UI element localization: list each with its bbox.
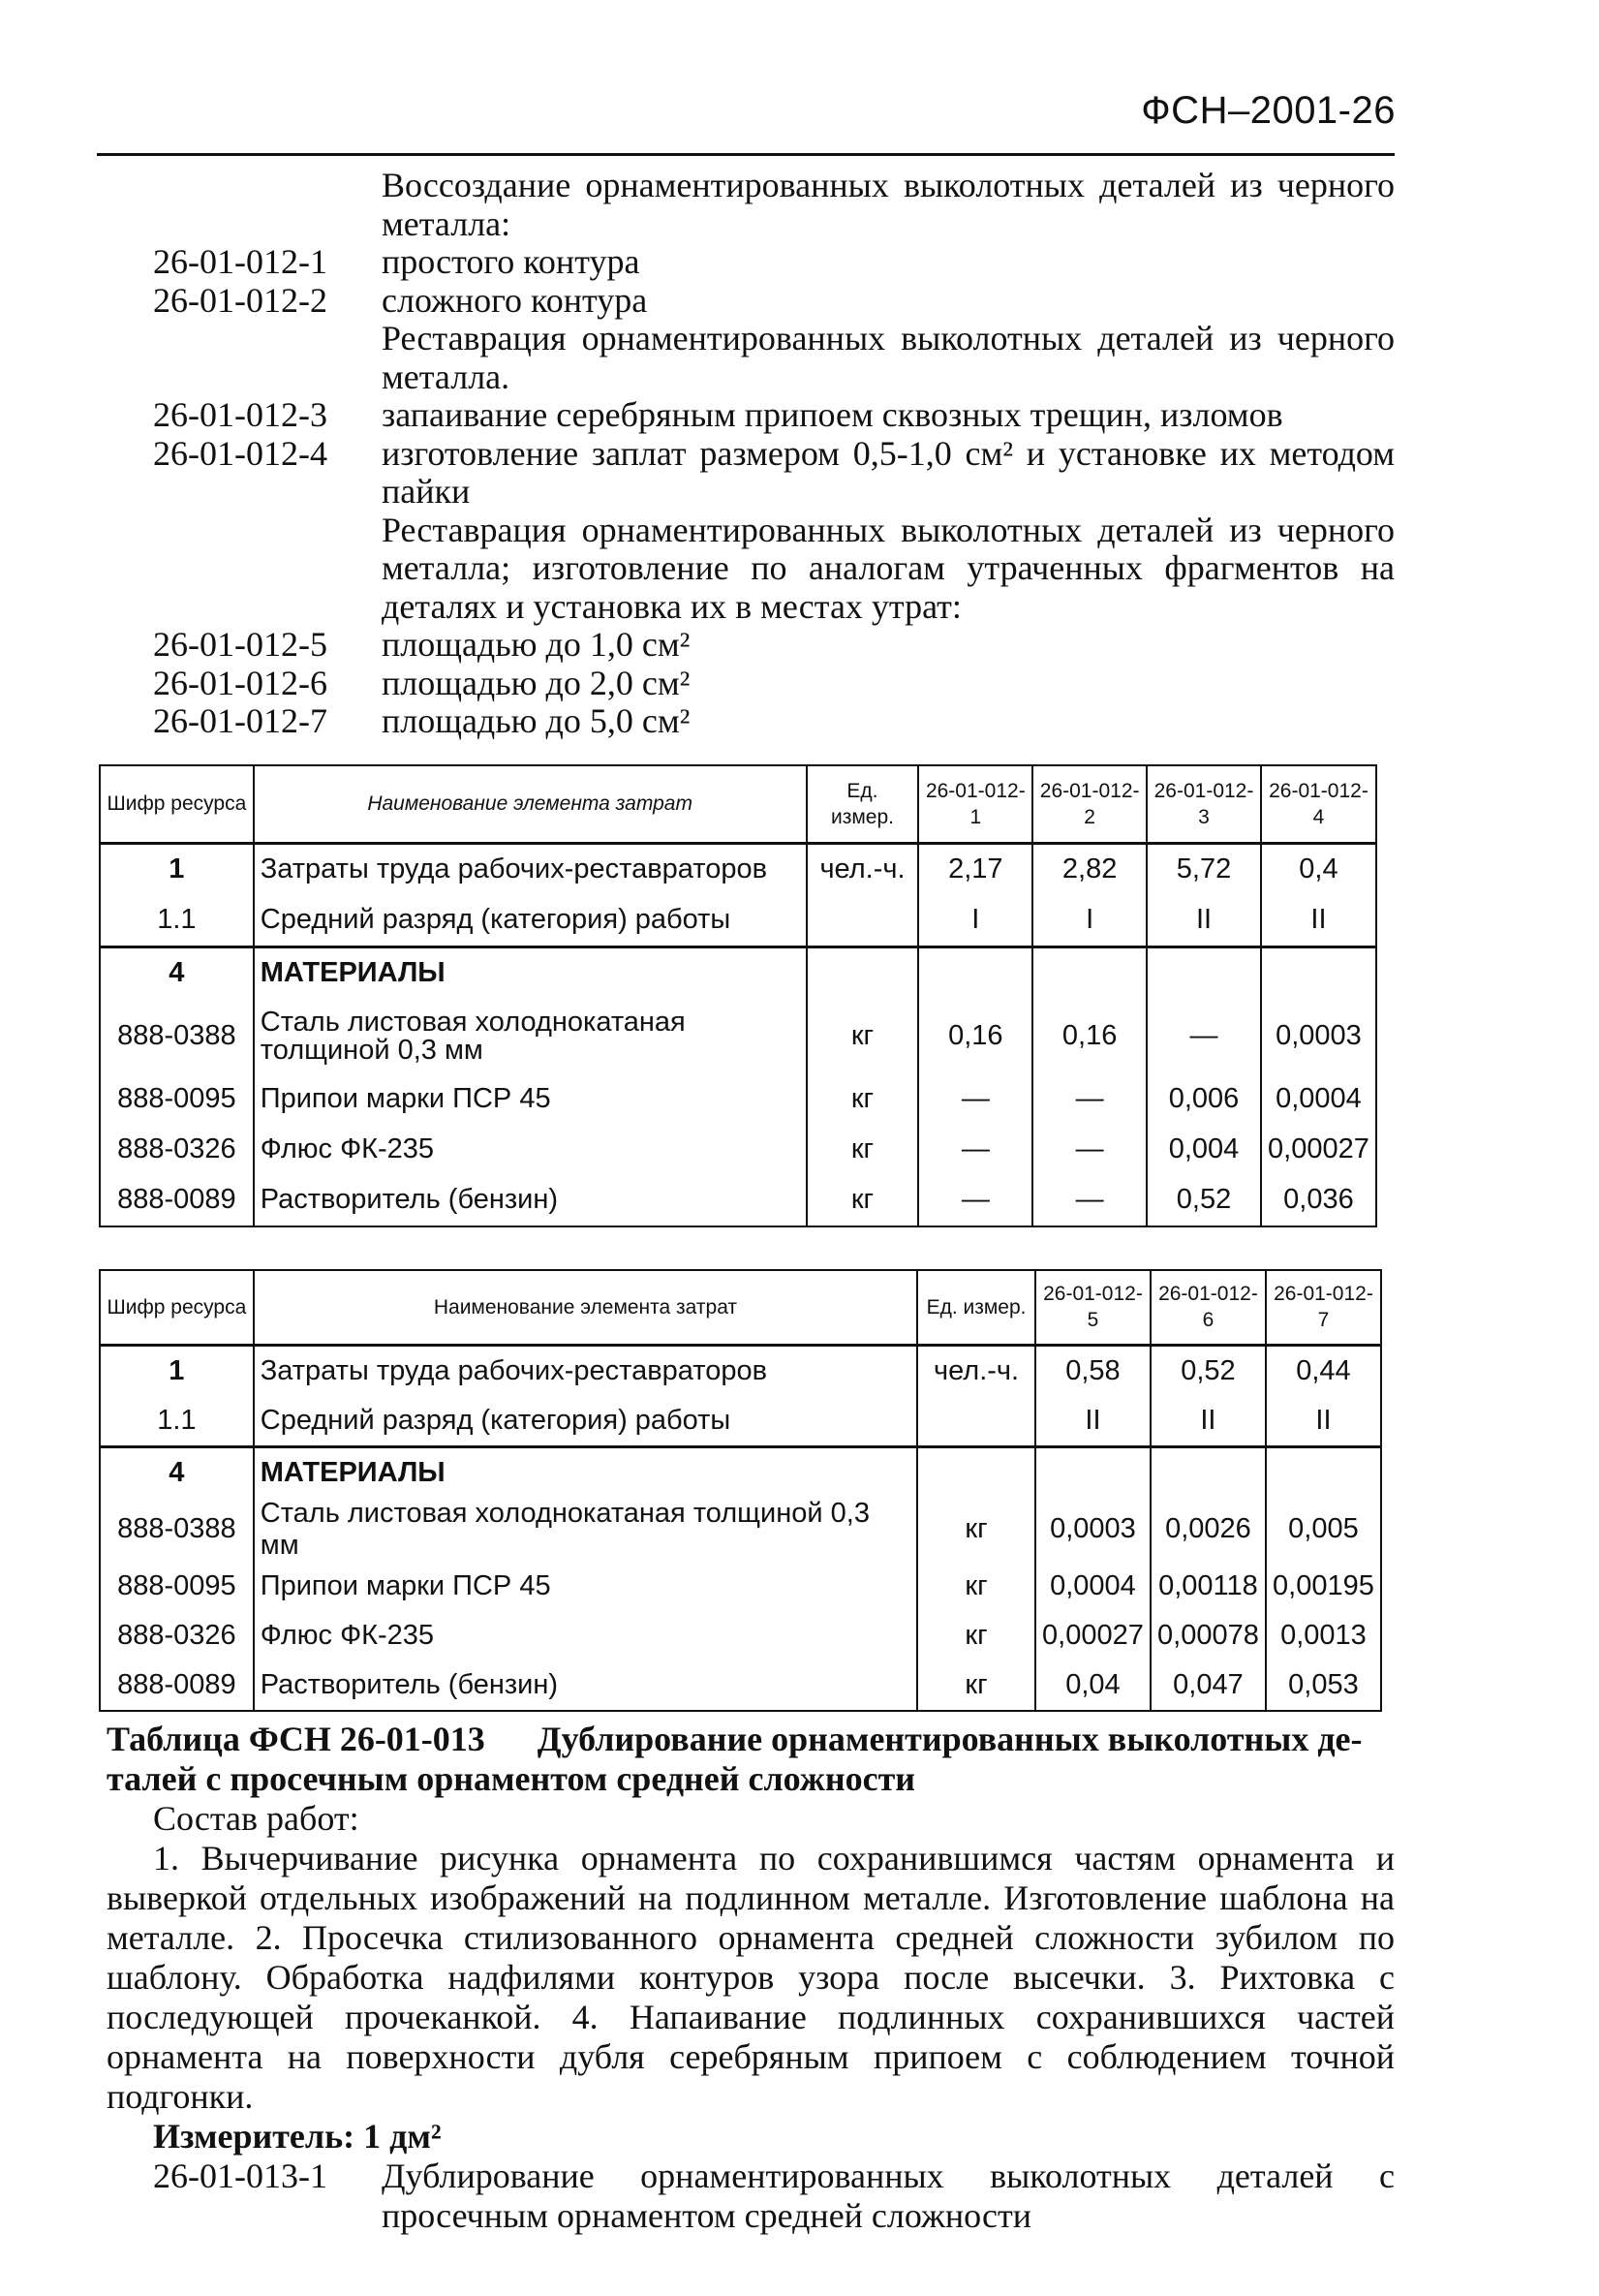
col-header-norm: 26-01-012-1 bbox=[918, 765, 1032, 843]
cell: 0,0003 bbox=[1261, 999, 1376, 1074]
entry-code: 26-01-012-7 bbox=[153, 701, 327, 740]
cell: Средний разряд (категория) работы bbox=[254, 1396, 917, 1447]
cell: кг bbox=[807, 1074, 919, 1125]
cell: МАТЕРИАЛЫ bbox=[254, 1446, 917, 1498]
cell: 0,00027 bbox=[1035, 1611, 1151, 1660]
cell: — bbox=[1032, 1125, 1147, 1175]
entry-row bbox=[153, 665, 1395, 703]
resource-table-1 bbox=[99, 764, 1377, 1227]
final-entry bbox=[107, 2156, 1395, 2236]
entry-text: изготовление заплат размером 0,5-1,0 см² и установке их методом пайки bbox=[382, 433, 1395, 511]
cell: 0,00118 bbox=[1151, 1562, 1266, 1611]
entry-text: сложного контура bbox=[382, 280, 648, 320]
cell: 0,005 bbox=[1266, 1498, 1381, 1562]
cell: 0,0013 bbox=[1266, 1611, 1381, 1660]
entry-code: 26-01-012-3 bbox=[153, 395, 327, 434]
cell: II bbox=[1035, 1396, 1151, 1447]
col-header-unit: Ед. измер. bbox=[917, 1270, 1035, 1345]
section-title-line-1: Дублирование орнаментированных выколотных де- bbox=[537, 1720, 1363, 1758]
section-title bbox=[107, 1720, 1395, 1759]
cell: — bbox=[1032, 1175, 1147, 1226]
header-rule bbox=[97, 153, 1395, 156]
cell: 0,036 bbox=[1261, 1175, 1376, 1226]
cell: II bbox=[1261, 895, 1376, 947]
table-row bbox=[100, 1175, 1376, 1226]
cell bbox=[918, 946, 1032, 999]
table-row bbox=[100, 895, 1376, 947]
section-title-line-2: талей с просечным орнаментом средней сложности bbox=[107, 1759, 916, 1798]
cell: кг bbox=[807, 1175, 919, 1226]
entry-row bbox=[153, 435, 1395, 512]
cell: 0,4 bbox=[1261, 843, 1376, 895]
entry-text: Реставрация орнаментированных выколотных деталей из черного металла. bbox=[382, 319, 1395, 396]
table-row bbox=[100, 1074, 1376, 1125]
cell: I bbox=[918, 895, 1032, 947]
col-header-cost-name: Наименование элемента затрат bbox=[254, 765, 807, 843]
entry-row bbox=[153, 702, 1395, 741]
cell: Затраты труда рабочих-реставраторов bbox=[254, 1345, 917, 1396]
cell: 0,0004 bbox=[1035, 1562, 1151, 1611]
entry-text: простого контура bbox=[382, 242, 640, 281]
table-row bbox=[100, 1396, 1381, 1447]
cell: 1 bbox=[100, 1345, 254, 1396]
entry-text: площадью до 5,0 см² bbox=[382, 701, 691, 740]
cell: кг bbox=[917, 1498, 1035, 1562]
cell: 2,82 bbox=[1032, 843, 1147, 895]
cell bbox=[1035, 1446, 1151, 1498]
cell: 888-0326 bbox=[100, 1611, 254, 1660]
cell: II bbox=[1266, 1396, 1381, 1447]
cell bbox=[1266, 1446, 1381, 1498]
entry-row bbox=[153, 396, 1395, 435]
cell: Припои марки ПСР 45 bbox=[254, 1562, 917, 1611]
entry-code bbox=[153, 320, 382, 396]
cell: — bbox=[1032, 1074, 1147, 1125]
table-row bbox=[100, 1446, 1381, 1498]
cell bbox=[1261, 946, 1376, 999]
entry-text: Дублирование орнаментированных выколотных деталей с просечным орнаментом средней сложности bbox=[382, 2156, 1395, 2235]
cell: 0,16 bbox=[1032, 999, 1147, 1074]
cell bbox=[1151, 1446, 1266, 1498]
entry-row bbox=[153, 282, 1395, 321]
cell: 888-0388 bbox=[100, 999, 254, 1074]
cell: кг bbox=[917, 1562, 1035, 1611]
entry-code bbox=[153, 167, 382, 243]
cell: 888-0388 bbox=[100, 1498, 254, 1562]
entry-text: Воссоздание орнаментированных выколотных деталей из черного металла: bbox=[382, 166, 1395, 243]
measure-unit: Измеритель: 1 дм² bbox=[153, 2117, 442, 2156]
table-row bbox=[100, 946, 1376, 999]
cell: — bbox=[918, 1074, 1032, 1125]
entry-code: 26-01-012-1 bbox=[153, 242, 327, 281]
col-header-norm: 26-01-012-4 bbox=[1261, 765, 1376, 843]
cell: 0,44 bbox=[1266, 1345, 1381, 1396]
cell: 888-0095 bbox=[100, 1074, 254, 1125]
cell: 0,006 bbox=[1147, 1074, 1261, 1125]
cell: 2,17 bbox=[918, 843, 1032, 895]
entry-row bbox=[153, 512, 1395, 627]
cell: II bbox=[1147, 895, 1261, 947]
section-26-01-013 bbox=[107, 1720, 1395, 2236]
cell: 0,52 bbox=[1147, 1175, 1261, 1226]
cell: 4 bbox=[100, 946, 254, 999]
cell: — bbox=[1147, 999, 1261, 1074]
cell: 0,0026 bbox=[1151, 1498, 1266, 1562]
col-header-norm: 26-01-012-2 bbox=[1032, 765, 1147, 843]
cell: 1.1 bbox=[100, 1396, 254, 1447]
cell: 0,053 bbox=[1266, 1660, 1381, 1711]
table-row bbox=[100, 1562, 1381, 1611]
cell: 888-0326 bbox=[100, 1125, 254, 1175]
cell: Флюс ФК-235 bbox=[254, 1611, 917, 1660]
cell: 0,00078 bbox=[1151, 1611, 1266, 1660]
entry-code: 26-01-012-6 bbox=[153, 663, 327, 702]
cell: 5,72 bbox=[1147, 843, 1261, 895]
cell: 0,00195 bbox=[1266, 1562, 1381, 1611]
cell: чел.-ч. bbox=[807, 843, 919, 895]
table-row bbox=[100, 1660, 1381, 1711]
cell: кг bbox=[807, 999, 919, 1074]
cell: чел.-ч. bbox=[917, 1345, 1035, 1396]
cell bbox=[1147, 946, 1261, 999]
entry-code: 26-01-012-2 bbox=[153, 280, 327, 320]
entry-row bbox=[153, 320, 1395, 396]
entry-text: площадью до 1,0 см² bbox=[382, 625, 691, 664]
cell: Средний разряд (категория) работы bbox=[254, 895, 807, 947]
table-row bbox=[100, 1498, 1381, 1562]
cell: 888-0089 bbox=[100, 1175, 254, 1226]
cell bbox=[917, 1446, 1035, 1498]
cell: Флюс ФК-235 bbox=[254, 1125, 807, 1175]
cell: 0,047 bbox=[1151, 1660, 1266, 1711]
entry-text: Реставрация орнаментированных выколотных деталей из черного металла; изготовление по аналогам утраченных фрагментов на деталях и установка их в местах утрат: bbox=[382, 510, 1395, 626]
cell bbox=[807, 946, 919, 999]
price-entries bbox=[153, 167, 1395, 741]
cell: I bbox=[1032, 895, 1147, 947]
cell: 0,0003 bbox=[1035, 1498, 1151, 1562]
cell: Растворитель (бензин) bbox=[254, 1660, 917, 1711]
cell bbox=[1032, 946, 1147, 999]
cell: — bbox=[918, 1175, 1032, 1226]
cell: Затраты труда рабочих-реставраторов bbox=[254, 843, 807, 895]
cell: 0,58 bbox=[1035, 1345, 1151, 1396]
cell bbox=[917, 1396, 1035, 1447]
col-header-resource-code: Шифр ресурса bbox=[100, 765, 254, 843]
col-header-resource-code: Шифр ресурса bbox=[100, 1270, 254, 1345]
cell: — bbox=[918, 1125, 1032, 1175]
col-header-norm: 26-01-012-6 bbox=[1151, 1270, 1266, 1345]
section-number: Таблица ФСН 26-01-013 bbox=[107, 1720, 485, 1758]
table-row bbox=[100, 1345, 1381, 1396]
cell: 888-0095 bbox=[100, 1562, 254, 1611]
cell: Сталь листовая холоднокатаная толщиной 0,3 мм bbox=[254, 999, 807, 1074]
cell: Сталь листовая холоднокатаная толщиной 0,3 мм bbox=[254, 1498, 917, 1562]
cell: МАТЕРИАЛЫ bbox=[254, 946, 807, 999]
entry-code: 26-01-013-1 bbox=[153, 2156, 327, 2195]
cell: 888-0089 bbox=[100, 1660, 254, 1711]
entry-code: 26-01-012-5 bbox=[153, 625, 327, 664]
document-code-header: ФСН–2001-26 bbox=[1141, 89, 1396, 132]
col-header-norm: 26-01-012-7 bbox=[1266, 1270, 1381, 1345]
entry-code bbox=[153, 512, 382, 627]
table-row bbox=[100, 1611, 1381, 1660]
entry-code: 26-01-012-4 bbox=[153, 433, 327, 473]
cell: Растворитель (бензин) bbox=[254, 1175, 807, 1226]
cell: 0,04 bbox=[1035, 1660, 1151, 1711]
cell: II bbox=[1151, 1396, 1266, 1447]
table-row bbox=[100, 999, 1376, 1074]
cell bbox=[807, 895, 919, 947]
resource-table-2 bbox=[99, 1269, 1382, 1712]
cell: кг bbox=[917, 1611, 1035, 1660]
cell: кг bbox=[807, 1125, 919, 1175]
cell: 0,52 bbox=[1151, 1345, 1266, 1396]
cell: 0,00027 bbox=[1261, 1125, 1376, 1175]
entry-row bbox=[153, 243, 1395, 282]
cell: 1.1 bbox=[100, 895, 254, 947]
cell: 4 bbox=[100, 1446, 254, 1498]
col-header-unit: Ед. измер. bbox=[807, 765, 919, 843]
cell: 0,004 bbox=[1147, 1125, 1261, 1175]
cell: 0,16 bbox=[918, 999, 1032, 1074]
cell: Припои марки ПСР 45 bbox=[254, 1074, 807, 1125]
cell: 0,0004 bbox=[1261, 1074, 1376, 1125]
composition-text: 1. Вычерчивание рисунка орнамента по сохранившимся частям орнамента и выверкой отдельных изображений на подлинном металле. Изготовление шаблона на металле. 2. Просечка стилизованного орнамента средней сложности зубилом по шаблону. Обработка надфилями контуров узора после высечки. 3. Рихтовка с последующей прочеканкой. 4. Напаивание подлинных сохранившихся частей орнамента на поверхности дубля серебряным припоем с соблюдением точной подгонки. bbox=[107, 1839, 1395, 2116]
composition-label: Состав работ: bbox=[153, 1799, 359, 1838]
entry-text: запаивание серебряным припоем сквозных трещин, изломов bbox=[382, 395, 1283, 434]
entry-row bbox=[153, 167, 1395, 243]
col-header-norm: 26-01-012-3 bbox=[1147, 765, 1261, 843]
table-row bbox=[100, 843, 1376, 895]
col-header-norm: 26-01-012-5 bbox=[1035, 1270, 1151, 1345]
cell: кг bbox=[917, 1660, 1035, 1711]
col-header-cost-name: Наименование элемента затрат bbox=[254, 1270, 917, 1345]
table-row bbox=[100, 1125, 1376, 1175]
entry-text: площадью до 2,0 см² bbox=[382, 663, 691, 702]
entry-row bbox=[153, 626, 1395, 665]
cell: 1 bbox=[100, 843, 254, 895]
